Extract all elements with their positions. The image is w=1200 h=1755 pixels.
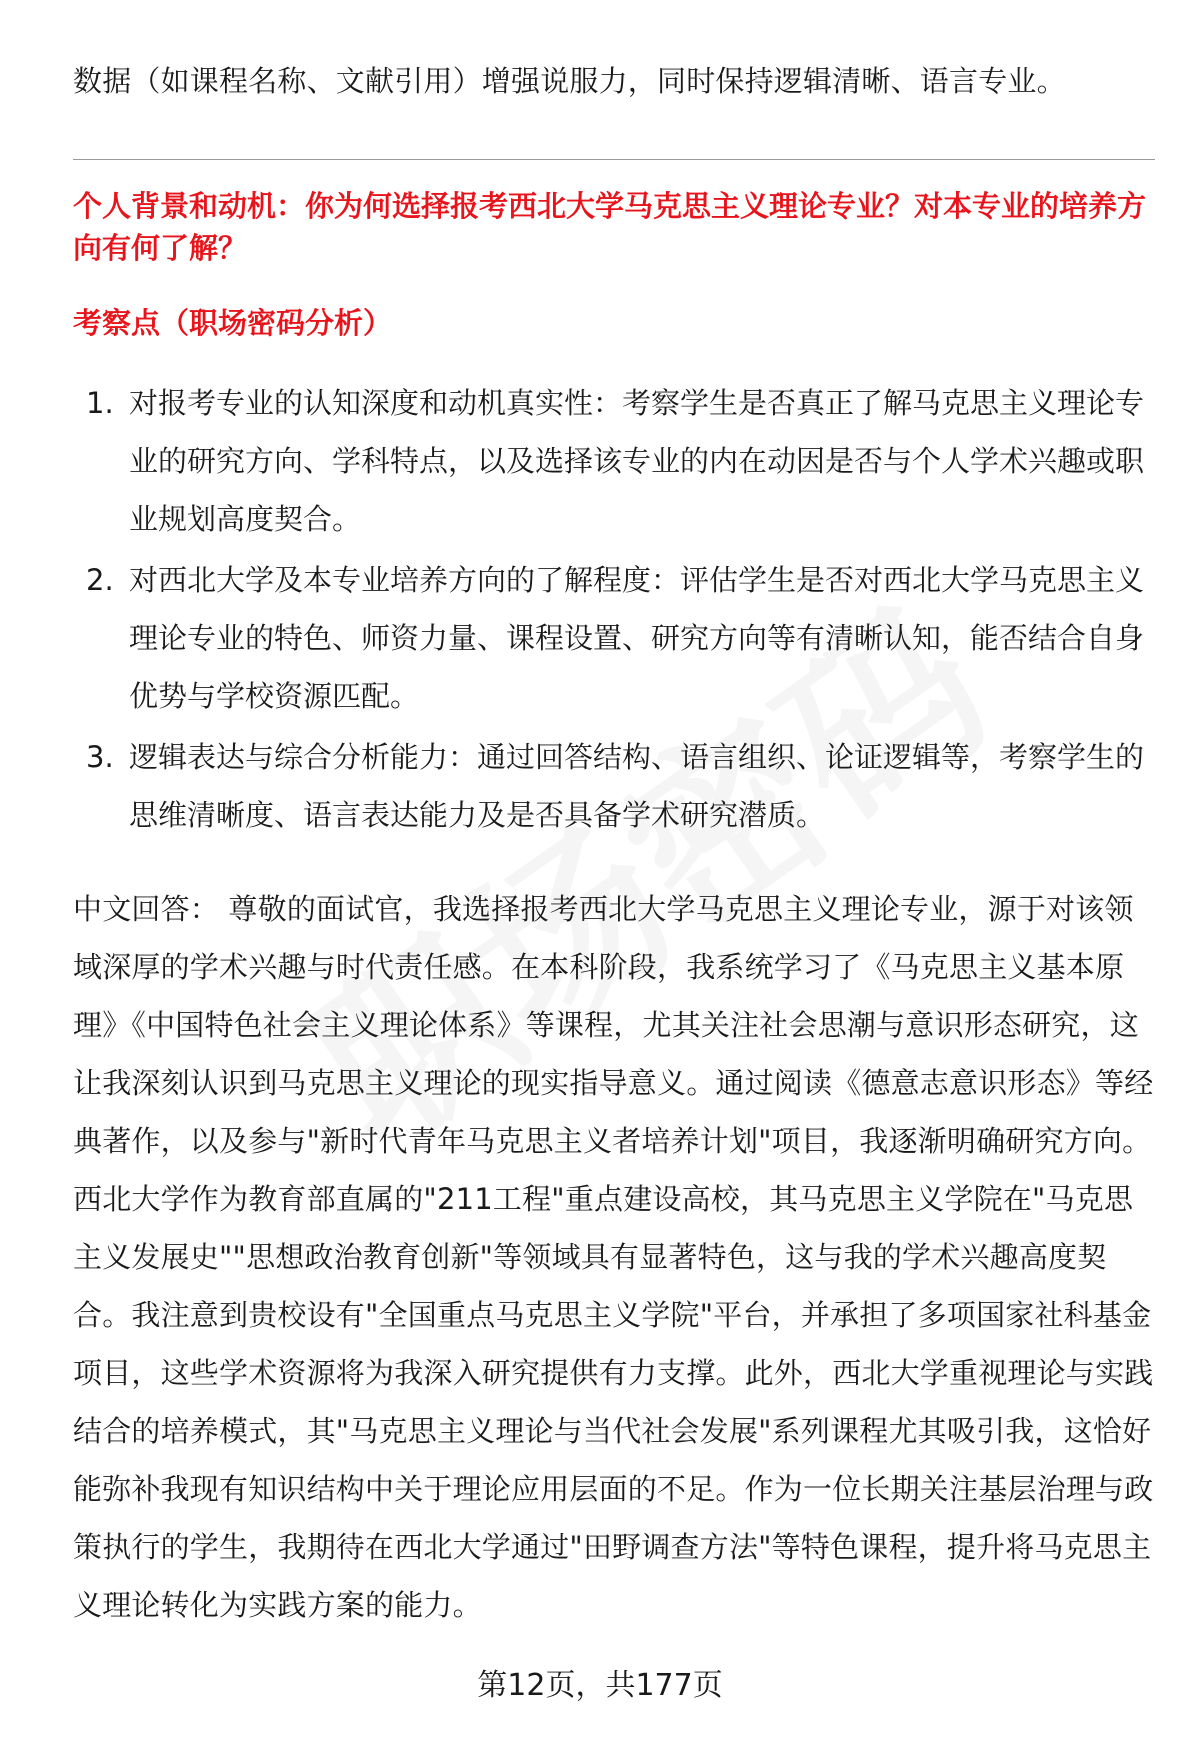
list-item-text: 对西北大学及本专业培养方向的了解程度：评估学生是否对西北大学马克思主义理论专业的特色、师资力量、课程设置、研究方向等有清晰认知，能否结合自身优势与学校资源匹配。 xyxy=(129,563,1145,713)
assessment-subheading: 考察点（职场密码分析） xyxy=(73,306,393,340)
list-item xyxy=(73,551,1155,725)
answer-paragraph: 中文回答： 尊敬的面试官，我选择报考西北大学马克思主义理论专业，源于对该领域深厚的学术兴趣与时代责任感。在本科阶段，我系统学习了《马克思主义基本原理》《中国特色社会主义理论体系》等课程，尤其关注社会思潮与意识形态研究，这让我深刻认识到马克思主义理论的现实指导意义。通过阅读《德意志意识形态》等经典著作，以及参与"新时代青年马克思主义者培养计划"项目，我逐渐明确研究方向。西北大学作为教育部直属的"211工程"重点建设高校，其马克思主义学院在"马克思主义发展史""思想政治教育创新"等领域具有显著特色，这与我的学术兴趣高度契合。我注意到贵校设有"全国重点马克思主义学院"平台，并承担了多项国家社科基金项目，这些学术资源将为我深入研究提供有力支撑。此外，西北大学重视理论与实践结合的培养模式，其"马克思主义理论与当代社会发展"系列课程尤其吸引我，这恰好能弥补我现有知识结构中关于理论应用层面的不足。作为一位长期关注基层治理与政策执行的学生，我期待在西北大学通过"田野调查方法"等特色课程，提升将马克思主义理论转化为实践方案的能力。 xyxy=(73,892,1154,1622)
page-number-footer: 第12页，共177页 xyxy=(477,1668,723,1703)
list-item-text: 对报考专业的认知深度和动机真实性：考察学生是否真正了解马克思主义理论专业的研究方向、学科特点，以及选择该专业的内在动因是否与个人学术兴趣或职业规划高度契合。 xyxy=(129,386,1145,536)
list-item-number: 3. xyxy=(86,740,114,774)
question-heading: 个人背景和动机：你为何选择报考西北大学马克思主义理论专业？对本专业的培养方向有何了解？ xyxy=(73,189,1147,265)
intro-paragraph: 数据（如课程名称、文献引用）增强说服力，同时保持逻辑清晰、语言专业。 xyxy=(73,64,1066,98)
list-item xyxy=(73,728,1155,844)
list-item-number: 2. xyxy=(86,563,114,597)
list-item-number: 1. xyxy=(86,386,114,420)
section-divider xyxy=(73,159,1155,160)
list-item xyxy=(73,374,1155,548)
assessment-points-list xyxy=(73,374,1155,847)
list-item-text: 逻辑表达与综合分析能力：通过回答结构、语言组织、论证逻辑等，考察学生的思维清晰度、语言表达能力及是否具备学术研究潜质。 xyxy=(129,740,1145,832)
